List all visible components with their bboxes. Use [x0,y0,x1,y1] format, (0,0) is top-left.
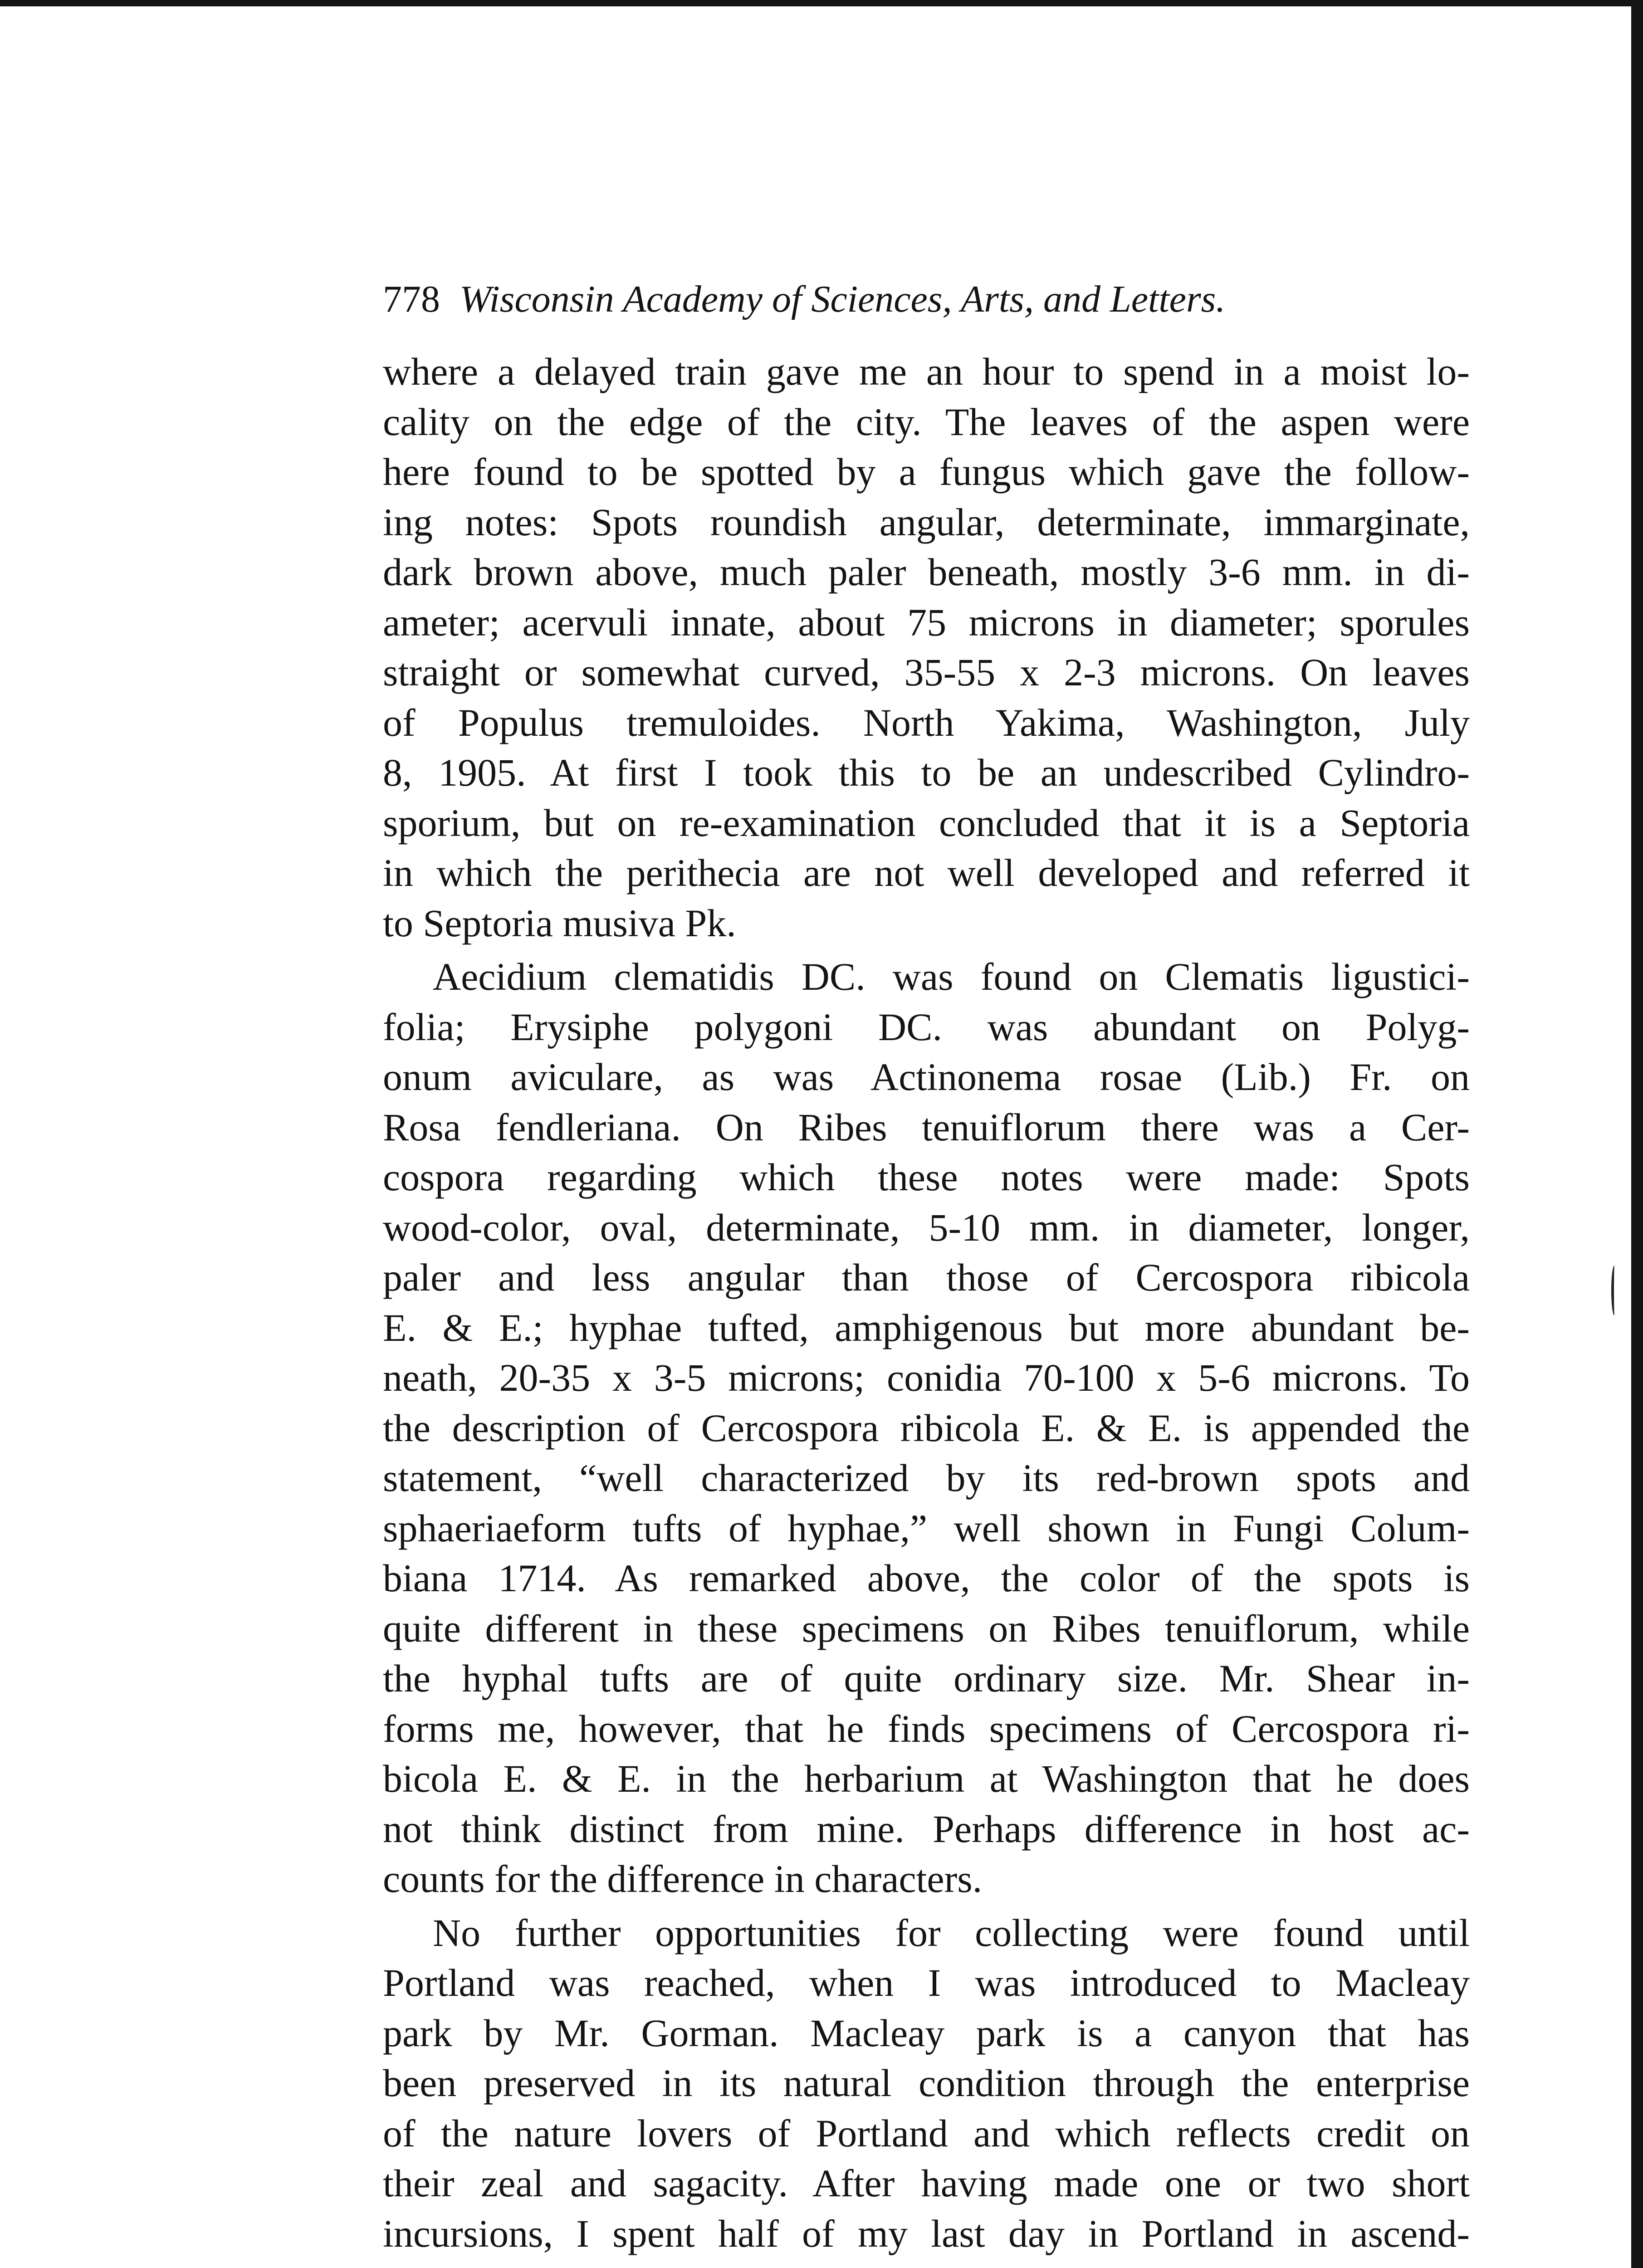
journal-title: Wisconsin Academy of Sciences, Arts, and Letters. [460,278,1226,320]
text-line: cospora regarding which these notes were made: Spots [383,1155,1470,1199]
text-line: here found to be spotted by a fungus which gave the follow- [383,450,1470,494]
running-head [383,277,1470,322]
text-line: 8, 1905. At first I took this to be an undescribed Cylindro- [383,751,1470,794]
text-line: of Populus tremuloides. North Yakima, Washington, July [383,700,1470,744]
paragraph-2 [383,952,1470,1904]
text-line: cality on the edge of the city. The leaves of the aspen were [383,400,1470,444]
text-line: the hyphal tufts are of quite ordinary size. Mr. Shear in- [383,1657,1470,1700]
text-line: counts for the difference in characters. [383,1857,983,1901]
text-line: onum aviculare, as was Actinonema rosae (Lib.) Fr. on [383,1055,1470,1099]
text-line: park by Mr. Gorman. Macleay park is a canyon that has [383,2011,1470,2055]
text-line: wood-color, oval, determinate, 5-10 mm. in diameter, longer, [383,1205,1470,1249]
paragraph-1 [383,347,1470,948]
text-line: straight or somewhat curved, 35-55 x 2-3 microns. On leaves [383,650,1470,694]
text-line: forms me, however, that he finds specimens of Cercospora ri- [383,1706,1470,1750]
text-line: Portland was reached, when I was introduced to Macleay [383,1961,1470,2004]
text-line: ameter; acervuli innate, about 75 microns in diameter; sporules [383,600,1470,644]
page-body [383,277,1470,2262]
text-line: ing notes: Spots roundish angular, determinate, immarginate, [383,500,1470,544]
text-line: quite different in these specimens on Ribes tenuiflorum, while [383,1606,1470,1650]
paragraph-3 [383,1908,1470,2259]
text-line: in which the perithecia are not well developed and referred it [383,851,1470,894]
text-line: been preserved in its natural condition through the enterprise [383,2061,1470,2105]
text-line: Aecidium clematidis DC. was found on Clematis ligustici- [433,955,1470,998]
text-line: to Septoria musiva Pk. [383,901,736,945]
text-line: the description of Cercospora ribicola E. & E. is appended the [383,1406,1470,1450]
text-line: Rosa fendleriana. On Ribes tenuiflorum there was a Cer- [383,1105,1470,1149]
text-line: bicola E. & E. in the herbarium at Washington that he does [383,1757,1470,1800]
text-line: sporium, but on re-examination concluded that it is a Septoria [383,801,1470,845]
scan-edge-right [1631,0,1643,2268]
scan-edge-top [0,0,1643,18]
text-line: where a delayed train gave me an hour to spend in a moist lo- [383,350,1470,393]
text-line: No further opportunities for collecting were found until [433,1911,1470,1955]
text-line: sphaeriaeform tufts of hyphae,” well shown in Fungi Colum- [383,1506,1470,1550]
text-line: dark brown above, much paler beneath, mostly 3-6 mm. in di- [383,550,1470,594]
text-line: their zeal and sagacity. After having made one or two short [383,2161,1470,2205]
page-number: 778 [383,278,440,320]
text-line: incursions, I spent half of my last day in Portland in ascend- [383,2211,1470,2255]
text-line: not think distinct from mine. Perhaps difference in host ac- [383,1807,1470,1851]
text-line: of the nature lovers of Portland and which reflects credit on [383,2111,1470,2155]
text-line: statement, “well characterized by its red-brown spots and [383,1456,1470,1500]
text-line: neath, 20-35 x 3-5 microns; conidia 70-100 x 5-6 microns. To [383,1356,1470,1399]
text-line: E. & E.; hyphae tufted, amphigenous but more abundant be- [383,1305,1470,1349]
text-line: paler and less angular than those of Cercospora ribicola [383,1256,1470,1299]
text-line: folia; Erysiphe polygoni DC. was abundant on Polyg- [383,1005,1470,1049]
margin-mark [1611,1266,1618,1315]
text-line: biana 1714. As remarked above, the color of the spots is [383,1556,1470,1600]
